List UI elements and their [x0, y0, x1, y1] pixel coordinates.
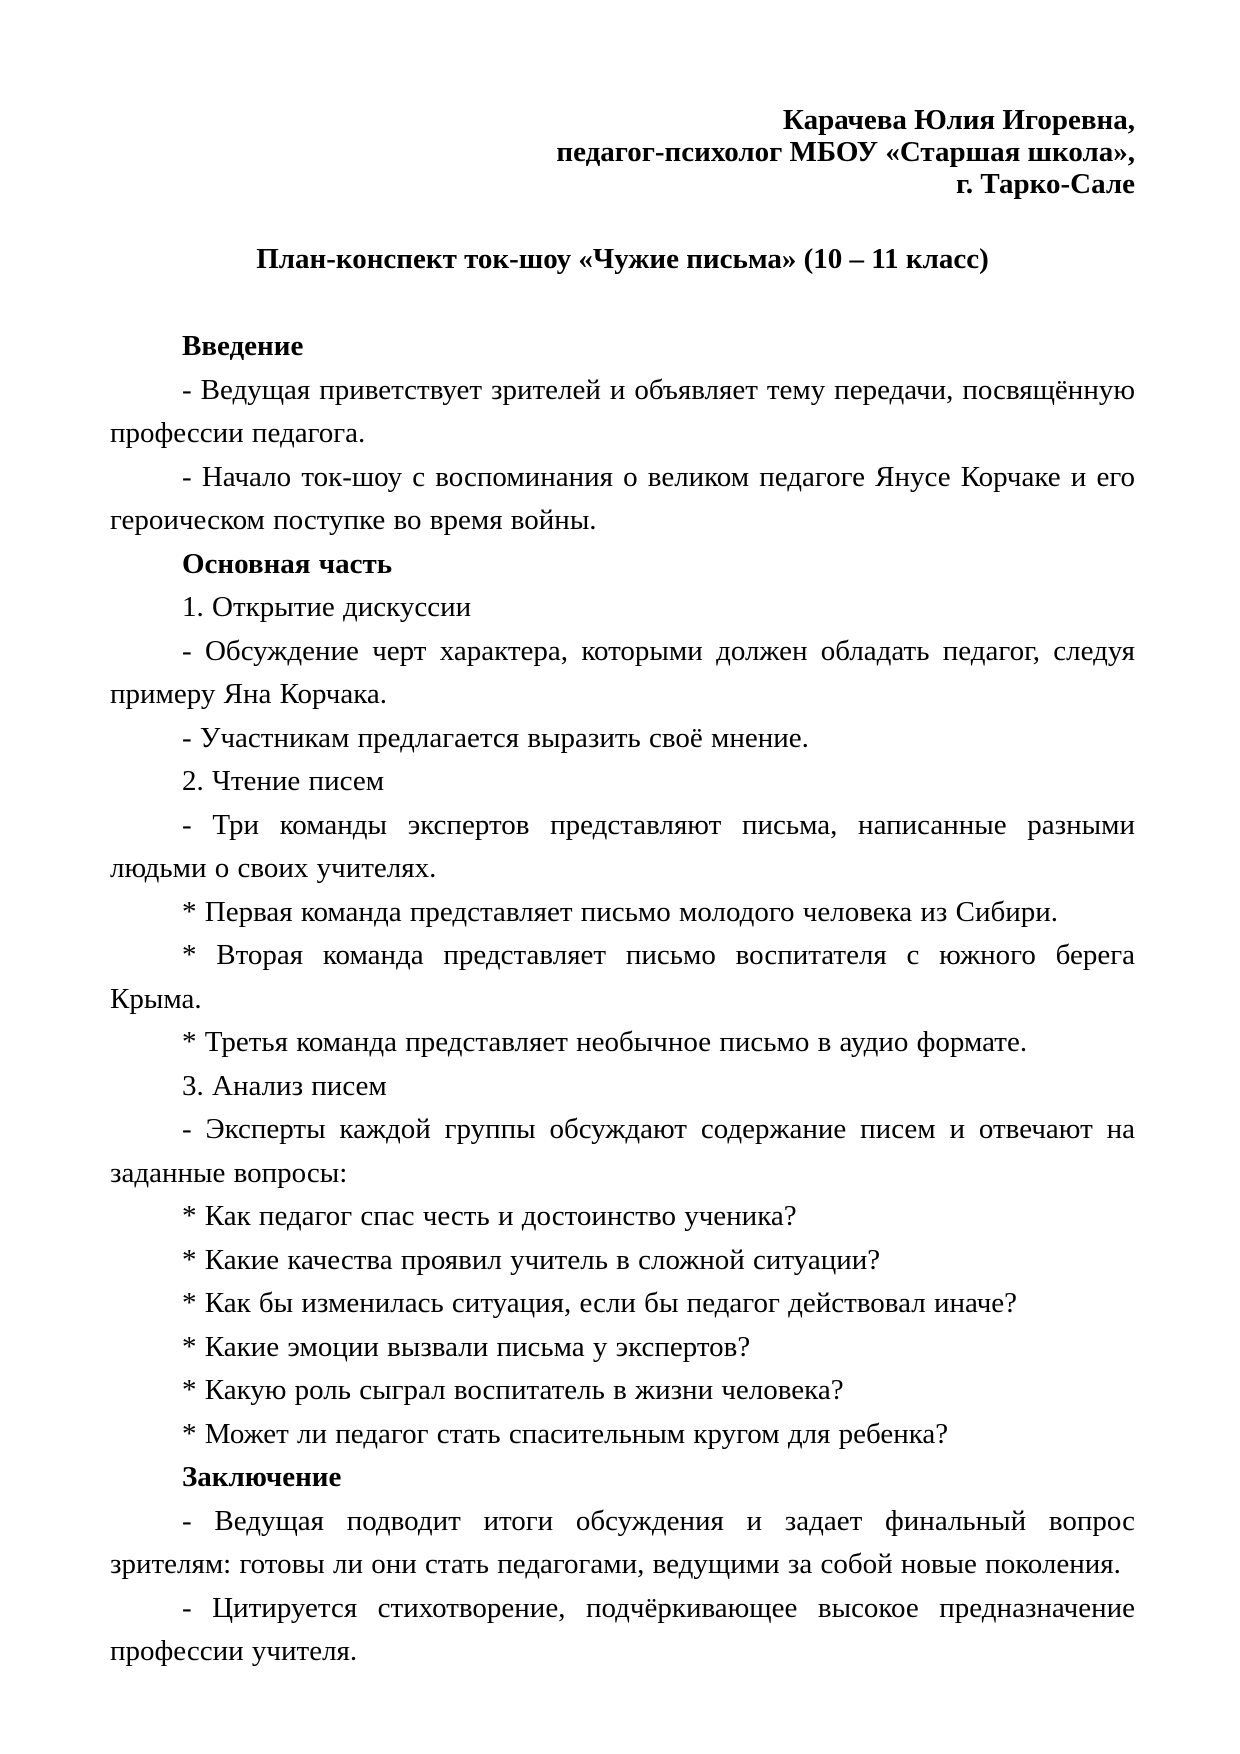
author-position: педагог-психолог МБОУ «Старшая школа», [556, 136, 1135, 168]
paragraph: * Какую роль сыграл воспитатель в жизни человека? [182, 1374, 844, 1406]
paragraph: * Как педагог спас честь и достоинство ученика? [182, 1200, 797, 1232]
paragraph: * Может ли педагог стать спасительным кругом для ребенка? [182, 1417, 949, 1450]
author-block [110, 104, 1135, 200]
paragraph: 1. Открытие дискуссии [182, 591, 472, 623]
section-heading: Основная часть [182, 547, 393, 580]
paragraph: * Как бы изменилась ситуация, если бы педагог действовал иначе? [182, 1287, 1018, 1319]
author-name: Карачева Юлия Игоревна, [782, 104, 1135, 136]
paragraph: * Какие качества проявил учитель в сложной ситуации? [182, 1243, 881, 1276]
paragraph: * Вторая команда представляет письмо воспитателя с южного берега Крыма. [110, 939, 1135, 1015]
paragraph: - Ведущая подводит итоги обсуждения и задает финальный вопрос зрителям: готовы ли они стать педагогами, ведущими за собой новые поколения. [110, 1504, 1135, 1580]
paragraph: * Первая команда представляет письмо молодого человека из Сибири. [182, 895, 1059, 928]
paragraph: 3. Анализ писем [182, 1069, 387, 1102]
document-body [110, 325, 1135, 1674]
paragraph: - Цитируется стихотворение, подчёркивающее высокое предназначение профессии учителя. [110, 1591, 1135, 1667]
paragraph: - Ведущая приветствует зрителей и объявляет тему передачи, посвящённую профессии педагога. [110, 373, 1135, 449]
author-city: г. Тарко-Сале [956, 168, 1135, 200]
section-heading: Введение [182, 330, 304, 362]
paragraph: - Три команды экспертов представляют письма, написанные разными людьми о своих учителях. [110, 808, 1135, 884]
paragraph: 2. Чтение писем [182, 765, 385, 797]
paragraph: - Эксперты каждой группы обсуждают содержание писем и отвечают на заданные вопросы: [110, 1113, 1135, 1189]
paragraph: * Какие эмоции вызвали письма у экспертов? [182, 1330, 751, 1363]
paragraph: - Обсуждение черт характера, которыми должен обладать педагог, следуя примеру Яна Корчака. [110, 634, 1135, 710]
section-heading: Заключение [182, 1461, 342, 1493]
document-title: План-конспект ток-шоу «Чужие письма» (10 – 11 класс) [256, 243, 989, 275]
paragraph: - Начало ток-шоу с воспоминания о великом педагоге Янусе Корчаке и его героическом поступке во время войны. [110, 460, 1135, 536]
paragraph: - Участникам предлагается выразить своё мнение. [182, 721, 809, 754]
paragraph: * Третья команда представляет необычное письмо в аудио формате. [182, 1026, 1028, 1058]
